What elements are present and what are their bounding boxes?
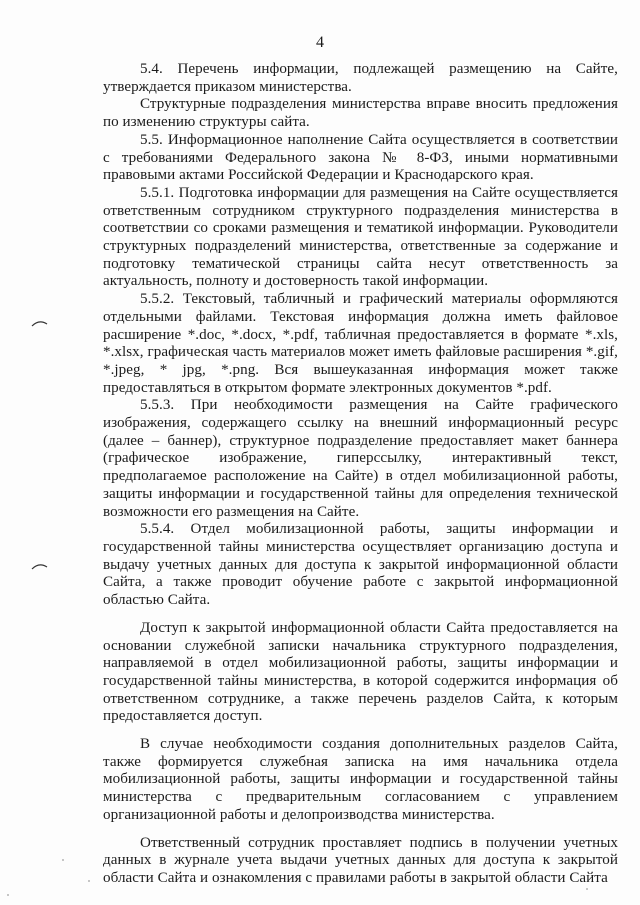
scan-speck — [586, 888, 588, 890]
scan-speck — [88, 880, 90, 882]
punch-hole-mark-bottom — [30, 561, 50, 571]
document-body — [103, 61, 618, 888]
paragraph-structure-proposals: Структурные подразделения министерства вправе вносить предложения по изменению структуры сайта. — [103, 96, 618, 131]
paragraph-5-5: 5.5. Информационное наполнение Сайта осуществляется в соответствии с требованиями Федерального закона № 8-ФЗ, иными нормативными правовыми актами Российской Федерации и Краснодарского края. — [103, 131, 618, 184]
paragraph-signature: Ответственный сотрудник проставляет подпись в получении учетных данных в журнале учета выдачи учетных данных для доступа к закрытой области Сайта и ознакомления с правилами работы в закрытой области Сайта — [103, 834, 618, 886]
scan-speck — [62, 859, 64, 861]
page-number: 4 — [316, 34, 324, 51]
paragraph-5-5-1: 5.5.1. Подготовка информации для размещения на Сайте осуществляется ответственным сотрудником структурного подразделения министерства в соответствии со сроками размещения и тематикой информации. Руководители структурных подразделений министерства, ответственные за содержание и подготовку тематической страницы сайта несут ответственность за актуальность, полноту и достоверность такой информации. — [103, 184, 618, 290]
paragraph-access: Доступ к закрытой информационной области Сайта предоставляется на основании служебной записки начальника структурного подразделения, направляемой в отдел мобилизационной работы, защиты информации и государственной тайны министерства, в которой содержится информация об ответственном сотруднике, а также перечень разделов Сайта, к которым предоставляется доступ. — [103, 619, 618, 725]
paragraph-5-4: 5.4. Перечень информации, подлежащей размещению на Сайте, утверждается приказом министерства. — [103, 61, 618, 95]
scan-speck — [7, 894, 9, 896]
paragraph-5-5-3: 5.5.3. При необходимости размещения на Сайте графического изображения, содержащего ссылку на внешний информационный ресурс (далее – баннер), структурное подразделение предоставляет макет баннера (графическое изображение, гиперссылку, интерактивный текст, предполагаемое расположение на Сайте) в отдел мобилизационной работы, защиты информации и государственной тайны для определения технической возможности его размещения на Сайте. — [103, 397, 618, 520]
punch-hole-mark-top — [30, 318, 50, 328]
paragraph-5-5-2: 5.5.2. Текстовый, табличный и графический материалы оформляются отдельными файлами. Текстовая информация должна иметь файловое расширение *.doc, *.docx, *.pdf, табличная предоставляется в формате *.xls, *.xlsx, графическая часть материалов может иметь файловые расширения *.gif, *.jpeg, * jpg, *.png. Вся вышеуказанная информация может также предоставляться в открытом формате электронных документов *.pdf. — [103, 291, 618, 396]
paragraph-5-5-4: 5.5.4. Отдел мобилизационной работы, защиты информации и государственной тайны министерства осуществляет организацию доступа и выдачу учетных данных для доступа к закрытой информационной области Сайта, а также проводит обучение работе с закрытой информационной областью Сайта. — [103, 521, 618, 609]
paragraph-additional-sections: В случае необходимости создания дополнительных разделов Сайта, также формируется служебная записка на имя начальника отдела мобилизационной работы, защиты информации и государственной тайны министерства с предварительным согласованием с управлением организационной работы и делопроизводства министерства. — [103, 736, 618, 823]
